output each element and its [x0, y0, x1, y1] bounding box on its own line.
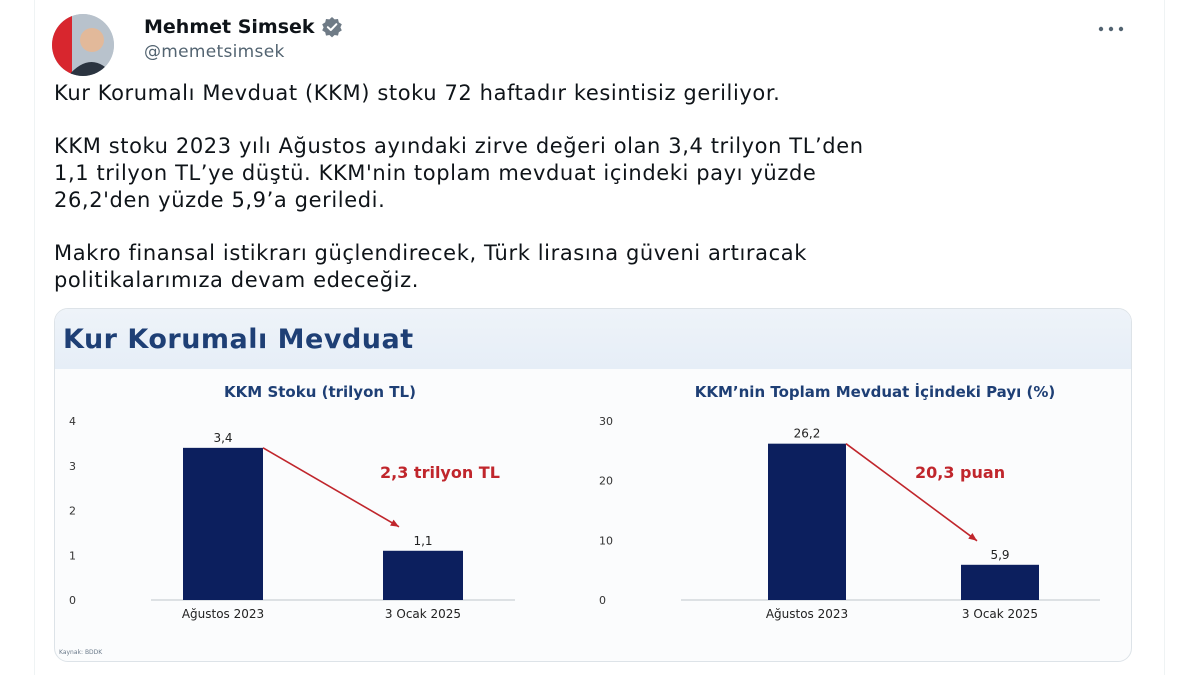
chart-kkm-share: [585, 371, 1130, 645]
bar: [961, 565, 1039, 600]
data-label: 1,1: [413, 533, 433, 548]
chart-svg: [585, 371, 1130, 641]
source-note: Kaynak: BDDK: [59, 649, 103, 656]
y-tick-label: 3: [69, 459, 76, 473]
y-tick-label: 0: [599, 594, 606, 607]
verified-badge-icon: [321, 16, 343, 38]
change-annotation: 2,3 trilyon TL: [380, 463, 500, 482]
bar: [183, 448, 263, 600]
data-label: 3,4: [213, 430, 233, 445]
x-tick-label: 3 Ocak 2025: [961, 607, 1039, 621]
chart-kkm-stock: [55, 371, 575, 645]
data-label: 26,2: [793, 426, 821, 441]
tweet-paragraph: Makro finansal istikrarı güçlendirecek, Türk lirasına güveni artıracak politikalarımıza devam edeceğiz.: [54, 241, 807, 292]
y-tick-label: 1: [69, 549, 76, 563]
data-label: 5,9: [990, 547, 1010, 562]
y-tick-label: 30: [599, 415, 613, 428]
trend-arrow: [846, 444, 977, 541]
x-tick-label: Ağustos 2023: [181, 607, 265, 621]
arrow-head: [968, 533, 977, 541]
x-tick-label: Ağustos 2023: [765, 607, 849, 621]
media-card[interactable]: [54, 308, 1132, 662]
chart-svg: [55, 371, 575, 641]
card-header: [55, 309, 1131, 369]
y-tick-label: 20: [599, 474, 613, 488]
chart-title: KKM Stoku (trilyon TL): [224, 383, 416, 401]
tweet-paragraph: KKM stoku 2023 yılı Ağustos ayındaki zirve değeri olan 3,4 trilyon TL’den 1,1 trilyon TL’ye düştü. KKM'nin toplam mevduat içindeki payı yüzde 26,2'den yüzde 5,9’a geriledi.: [54, 134, 864, 212]
chart-title: KKM’nin Toplam Mevduat İçindeki Payı (%): [694, 383, 1056, 401]
author-handle[interactable]: @memetsimsek: [144, 42, 285, 62]
x-tick-label: 3 Ocak 2025: [384, 607, 462, 621]
author-name[interactable]: Mehmet Simsek: [144, 16, 315, 38]
change-annotation: 20,3 puan: [915, 463, 1006, 482]
tweet-paragraph: Kur Korumalı Mevduat (KKM) stoku 72 haftadır kesintisiz geriliyor.: [54, 81, 781, 105]
y-tick-label: 2: [69, 504, 76, 518]
tweet-text: [54, 80, 1134, 320]
y-tick-label: 4: [69, 415, 76, 428]
bar: [768, 444, 846, 600]
avatar[interactable]: [52, 14, 114, 76]
y-tick-label: 0: [69, 594, 76, 607]
y-tick-label: 10: [599, 534, 613, 548]
card-title: Kur Korumalı Mevduat: [63, 323, 414, 355]
bar: [383, 551, 463, 600]
trend-arrow: [263, 448, 399, 527]
more-options-icon[interactable]: [1094, 16, 1128, 42]
